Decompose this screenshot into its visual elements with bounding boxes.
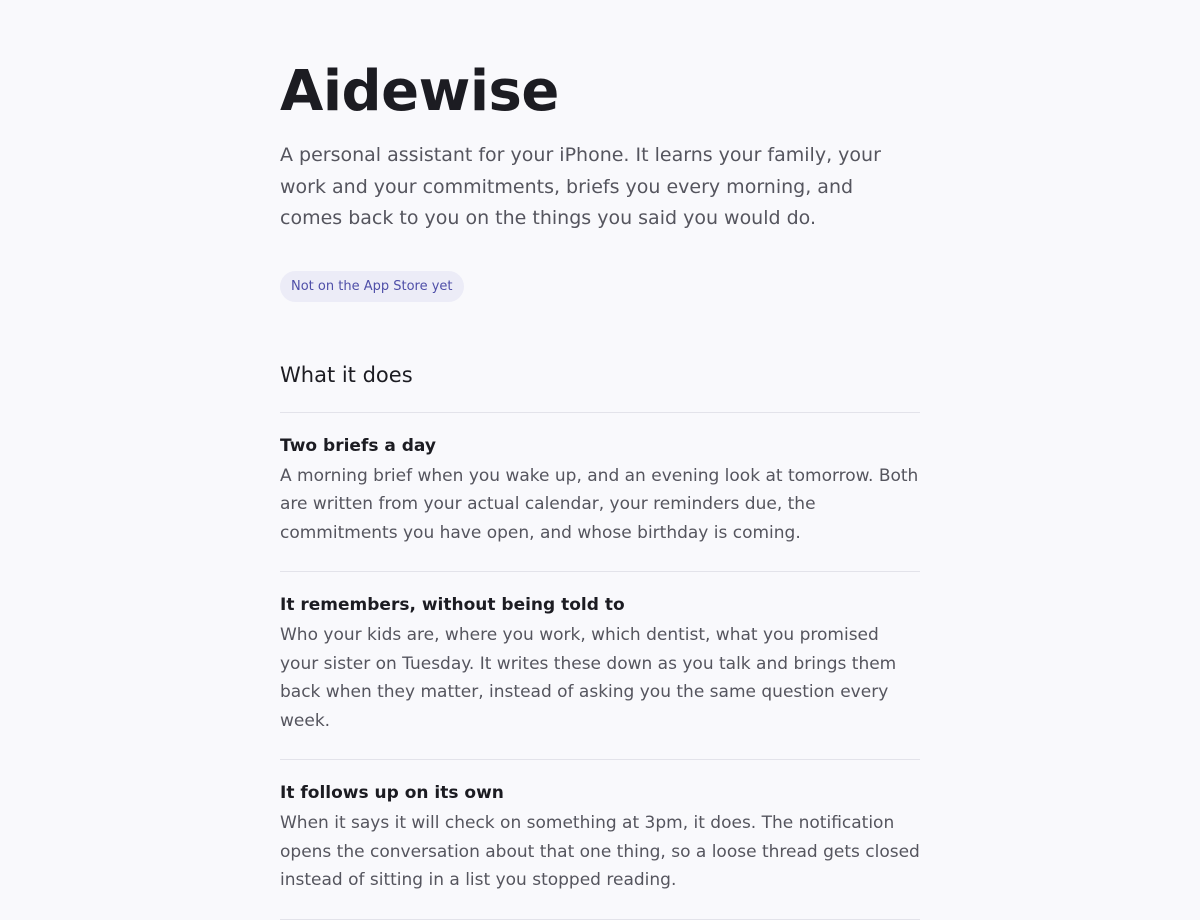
feature-description: Who your kids are, where you work, which dentist, what you promised your sister on Tuesday. It writes these down as you talk and brings them back when they matter, instead of asking you the same question every week. <box>280 625 897 731</box>
feature-title: It remembers, without being told to <box>280 595 625 615</box>
feature-title: Two briefs a day <box>280 435 436 456</box>
app-title: Aidewise <box>280 59 559 124</box>
app-tagline: A personal assistant for your iPhone. It learns your family, your work and your commitments, briefs you every morning, and comes back to you on the things you said you would do. <box>280 144 881 229</box>
feature-item <box>280 413 920 573</box>
feature-item <box>280 572 920 760</box>
feature-item <box>280 760 920 920</box>
feature-description: When it says it will check on something at 3pm, it does. The notification opens the conversation about that one thing, so a loose thread gets closed instead of sitting in a list you stopped reading. <box>280 813 920 890</box>
features-section-title: What it does <box>280 362 413 387</box>
feature-title: It follows up on its own <box>280 783 504 803</box>
feature-description: A morning brief when you wake up, and an evening look at tomorrow. Both are written from your actual calendar, your reminders due, the commitments you have open, and whose birthday is coming. <box>280 465 919 543</box>
features-list <box>280 412 920 920</box>
landing-page <box>280 0 920 920</box>
app-store-status-badge: Not on the App Store yet <box>280 271 464 302</box>
